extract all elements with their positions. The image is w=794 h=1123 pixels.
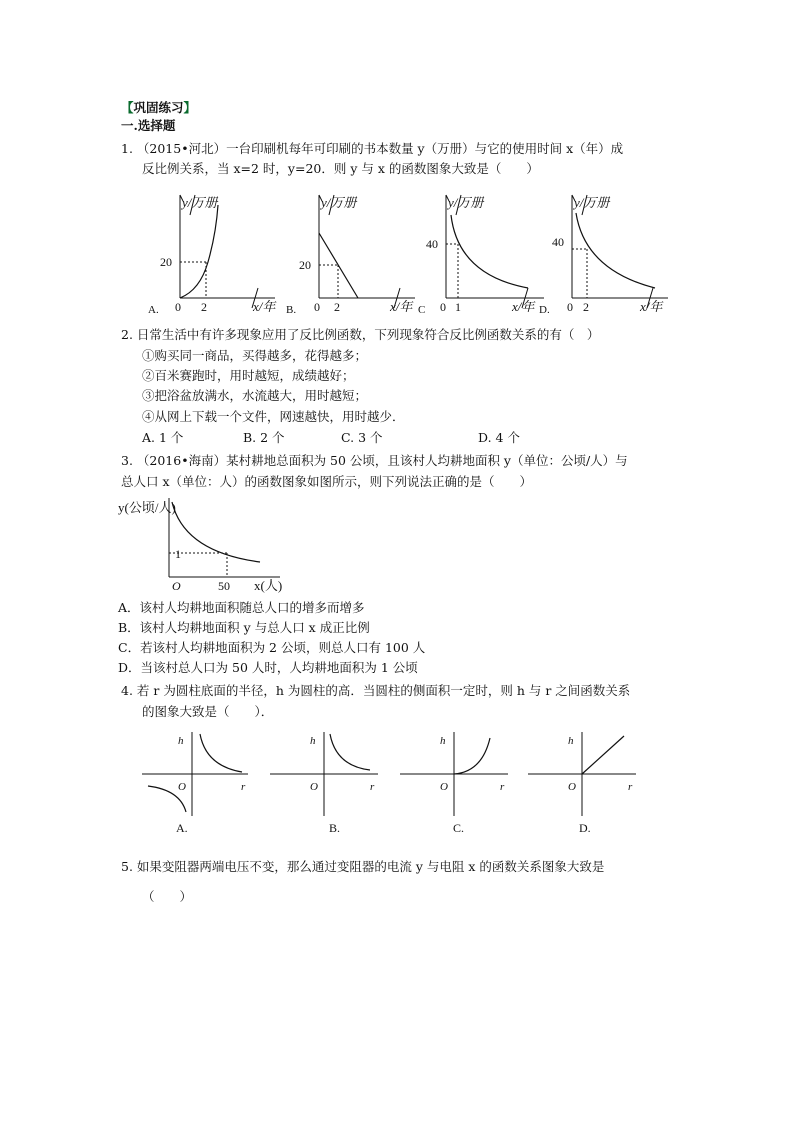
- q1c-ylabel: y/万册: [448, 195, 484, 210]
- q1b-ytick: 20: [299, 258, 311, 272]
- q1a-ytick: 20: [160, 255, 172, 269]
- q4a-xlabel: r: [241, 781, 246, 793]
- q1d-ylabel: y/万册: [574, 195, 610, 210]
- q2-option-a: A. 1 个: [142, 430, 184, 445]
- q2-option-d: D. 4 个: [478, 430, 520, 445]
- q1c-xtick: 1: [455, 300, 461, 314]
- q3-option-c: C．若该村人均耕地面积为 2 公顷，则总人口有 100 人: [118, 640, 426, 655]
- q2-option-c: C. 3 个: [341, 430, 383, 445]
- q5-stem-line1: 5. 如果变阻器两端电压不变，那么通过变阻器的电流 y 与电阻 x 的函数关系图象大致是: [121, 859, 605, 874]
- q1b-xtick: 2: [334, 300, 340, 314]
- section-subtitle: 一.选择题: [121, 118, 176, 133]
- q1d-ytick: 40: [552, 235, 564, 249]
- q2-option-b: B. 2 个: [243, 430, 285, 445]
- q2-item-2: ②百米赛跑时，用时越短，成绩越好；: [142, 368, 355, 383]
- q1a-origin: 0: [175, 300, 181, 314]
- q1c-letter: C: [418, 304, 426, 316]
- q4c-ylabel: h: [440, 735, 446, 747]
- q1-stem-line1: 1. （2015•河北）一台印刷机每年可印刷的书本数量 y（万册）与它的使用时间 x（年）成: [121, 141, 624, 156]
- section-title-text: 巩固练习: [133, 100, 184, 115]
- q3-graph: [112, 494, 302, 598]
- q3-stem-line1: 3. （2016•海南）某村耕地总面积为 50 公顷，且该村人均耕地面积 y（单位：公顷/人）与: [121, 453, 628, 468]
- q4b-letter: B.: [329, 821, 341, 835]
- q3-option-a: A．该村人均耕地面积随总人口的增多而增多: [118, 600, 365, 615]
- q4d-xlabel: r: [628, 781, 633, 793]
- q4c-xlabel: r: [500, 781, 505, 793]
- q3-xlabel: x(人): [254, 578, 283, 593]
- q1b-ylabel: y/万册: [321, 195, 357, 210]
- q3-xtick: 50: [218, 579, 230, 593]
- q1a-xlabel: x/年: [253, 299, 276, 314]
- q4-graph-c: [396, 728, 516, 838]
- q2-item-3: ③把浴盆放满水，水流越大，用时越短；: [142, 388, 368, 403]
- q3-ytick: 1: [175, 547, 181, 561]
- q3-origin: O: [172, 579, 181, 593]
- q1d-origin: 0: [567, 300, 573, 314]
- q1b-origin: 0: [314, 300, 320, 314]
- q4c-letter: C.: [453, 821, 465, 835]
- q3-option-d: D．当该村总人口为 50 人时，人均耕地面积为 1 公顷: [118, 660, 418, 675]
- q1c-ytick: 40: [426, 237, 438, 251]
- q4-graph-d: [524, 728, 644, 838]
- q2-item-4: ④从网上下载一个文件，网速越快，用时越少．: [142, 409, 405, 424]
- q1b-xlabel: x/年: [390, 299, 413, 314]
- q1c-xlabel: x/年: [512, 299, 535, 314]
- q1d-xtick: 2: [583, 300, 589, 314]
- q4-graph-a: [138, 728, 258, 838]
- q4c-origin: O: [440, 781, 448, 793]
- q1-graph-d: [540, 185, 690, 315]
- q3-stem-line2: 总人口 x（单位：人）的函数图象如图所示，则下列说法正确的是（ ）: [121, 474, 533, 489]
- q4b-ylabel: h: [310, 735, 316, 747]
- q4a-letter: A.: [176, 821, 188, 835]
- q4-graph-b: [266, 728, 386, 838]
- q1a-xtick: 2: [201, 300, 207, 314]
- q1d-xlabel: x/年: [640, 299, 663, 314]
- bracket-open: 【: [121, 100, 134, 115]
- q5-stem-line2: （ ）: [142, 889, 193, 904]
- q3-ylabel: y(公顷/人): [118, 500, 176, 515]
- q2-stem: 2. 日常生活中有许多现象应用了反比例函数，下列现象符合反比例函数关系的有（ ）: [121, 327, 600, 342]
- q1d-letter: D.: [539, 304, 550, 316]
- q4-stem-line2: 的图象大致是（ ）．: [142, 704, 274, 719]
- q4-stem-line1: 4. 若 r 为圆柱底面的半径，h 为圆柱的高．当圆柱的侧面积一定时，则 h 与 r 之间函数关系: [121, 683, 631, 698]
- q4b-xlabel: r: [370, 781, 375, 793]
- q1-stem-line2: 反比例关系，当 x=2 时，y=20．则 y 与 x 的函数图象大致是（ ）: [142, 161, 539, 176]
- q1-graph-a: [140, 185, 290, 315]
- q4a-origin: O: [178, 781, 186, 793]
- q4a-ylabel: h: [178, 735, 184, 747]
- q1c-origin: 0: [440, 300, 446, 314]
- q2-item-1: ①购买同一商品，买得越多，花得越多；: [142, 348, 368, 363]
- q4d-ylabel: h: [568, 735, 574, 747]
- q1a-ylabel: y/万册: [182, 195, 218, 210]
- q1a-letter: A.: [148, 304, 159, 316]
- q4d-letter: D.: [579, 821, 591, 835]
- q1b-letter: B.: [286, 304, 297, 316]
- q1-graph-b: [283, 185, 433, 315]
- q4b-origin: O: [310, 781, 318, 793]
- q3-option-b: B．该村人均耕地面积 y 与总人口 x 成正比例: [118, 620, 370, 635]
- q4d-origin: O: [568, 781, 576, 793]
- bracket-close: 】: [183, 100, 197, 115]
- section-title: [121, 100, 196, 116]
